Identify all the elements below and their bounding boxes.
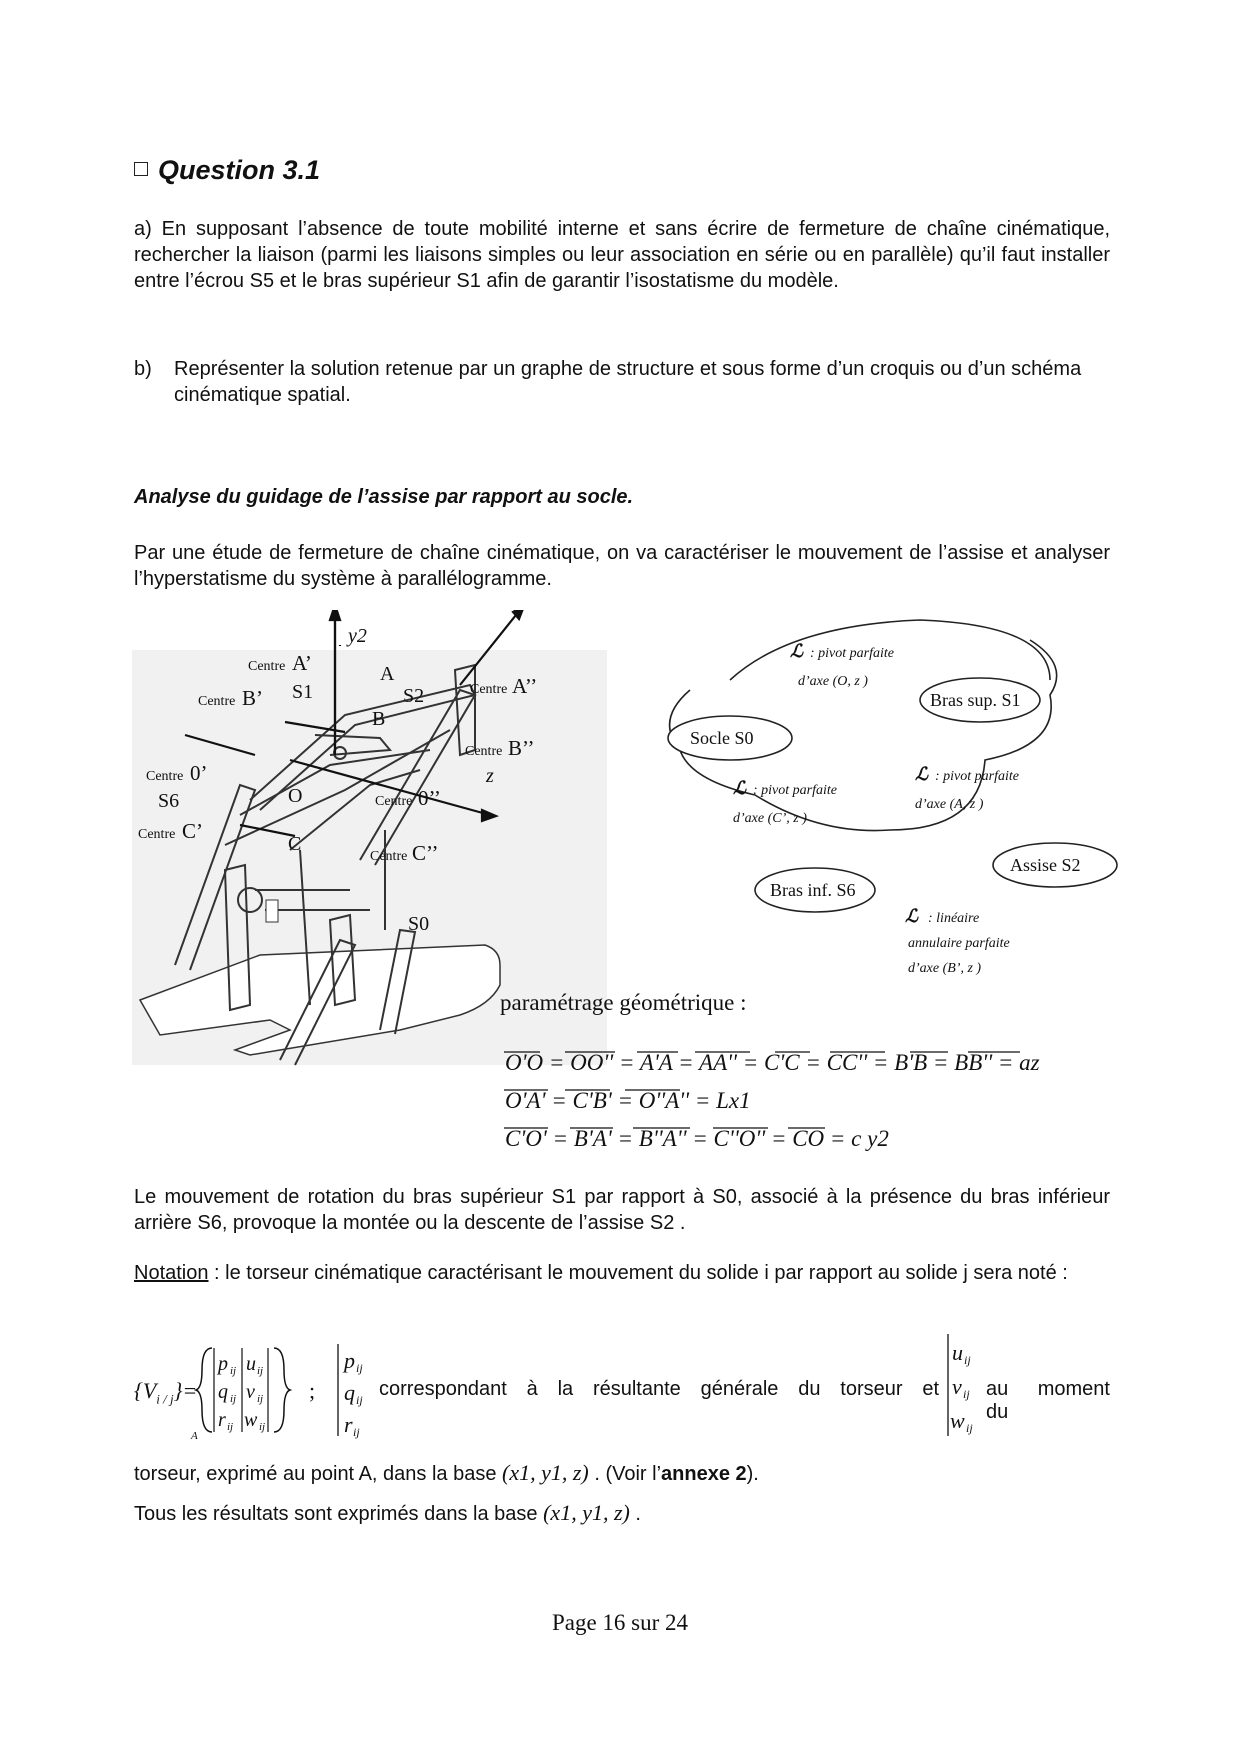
svg-text:0’’: 0’’	[418, 786, 441, 810]
moment-vector	[944, 1330, 984, 1440]
svg-text:Centre: Centre	[248, 659, 286, 674]
notation-paragraph: Notation : le torseur cinématique caractérisant le mouvement du solide i par rapport au solide j sera noté :	[134, 1262, 1068, 1284]
svg-text:r: r	[344, 1412, 353, 1437]
svg-text:Centre: Centre	[138, 827, 176, 842]
question-title: Question 3.1	[134, 155, 320, 186]
svg-text:: pivot parfaite: : pivot parfaite	[935, 769, 1019, 784]
svg-text:p: p	[218, 1353, 228, 1375]
svg-text:u: u	[952, 1340, 963, 1365]
svg-text:d’axe (C’, z ): d’axe (C’, z )	[733, 811, 807, 826]
svg-text:v: v	[246, 1381, 255, 1403]
svg-text:S6: S6	[158, 790, 180, 812]
svg-text:ij: ij	[966, 1421, 973, 1435]
svg-text:ij: ij	[356, 1393, 363, 1407]
svg-text:ij: ij	[353, 1425, 360, 1439]
svg-text:ij: ij	[259, 1421, 266, 1433]
svg-text:q: q	[218, 1381, 228, 1403]
svg-text:C: C	[288, 833, 302, 855]
param-title: paramétrage géométrique :	[500, 990, 747, 1015]
svg-text:B: B	[372, 708, 386, 730]
svg-text:ij: ij	[230, 1365, 237, 1377]
torseur-symbol: $\{V_{i / j}\}=$	[134, 1378, 198, 1407]
torseur-block: $\{V_{i / j}\}=$ A p ij u ij q ij v ij r ij w ij ; p ij q ij r ij correspondant à la résultante générale du torseur et u ij v ij w ij au moment du	[134, 1340, 1110, 1450]
svg-text:q: q	[344, 1380, 355, 1405]
movement-paragraph: Le mouvement de rotation du bras supérieur S1 par rapport à S0, associé à la présence du bras inférieur arrière S6, provoque la montée ou la descente de l’assise S2 .	[134, 1186, 1110, 1234]
svg-text:ℒ: ℒ	[790, 641, 803, 661]
svg-text:Bras sup. S1: Bras sup. S1	[930, 690, 1021, 710]
intro-paragraph: Par une étude de fermeture de chaîne cinématique, on va caractériser le mouvement de l’assise et analyser l’hyperstatisme du système à parallélogramme.	[134, 542, 1110, 590]
svg-text:ij: ij	[230, 1393, 237, 1405]
svg-text:w: w	[950, 1408, 965, 1433]
svg-text:S2: S2	[403, 685, 425, 707]
svg-text:B’’: B’’	[508, 736, 535, 760]
svg-text:u: u	[246, 1353, 256, 1375]
svg-text:ℒ: ℒ	[733, 778, 746, 798]
svg-text:ij: ij	[964, 1353, 971, 1367]
page-number: Page 16 sur 24	[551, 1610, 689, 1635]
y2-label: y2	[348, 625, 367, 647]
svg-text:O: O	[288, 785, 303, 807]
svg-text:Socle S0: Socle S0	[690, 728, 754, 748]
svg-text:ij: ij	[257, 1365, 264, 1377]
section-title: Analyse du guidage de l’assise par rapport au socle.	[134, 486, 634, 508]
svg-text:ij: ij	[356, 1361, 363, 1375]
equation-3: C'O' = B'A' = B''A'' = C''O'' = CO = c y2	[505, 1126, 889, 1151]
question-part-b: b) Représenter la solution retenue par un graphe de structure et sous forme d’un croquis ou d’un schéma cinématique spatial.	[134, 358, 1082, 406]
svg-text:ℒ: ℒ	[915, 764, 928, 784]
question-part-a: a) En supposant l’absence de toute mobilité interne et sans écrire de fermeture de chaîne cinématique, rechercher la liaison (parmi les liaisons simples ou leur association en série ou en parallèle) qu’il faut installer entre l’écrou S5 et le bras supérieur S1 afin de garantir l’isostatisme du modèle.	[134, 218, 1110, 292]
svg-text:p: p	[344, 1348, 355, 1373]
equation-1: O'O = OO'' = A'A = AA'' = C'C = CC'' = B'B = BB'' = az	[505, 1050, 1040, 1075]
svg-text:annulaire parfaite: annulaire parfaite	[908, 936, 1010, 951]
svg-text:ij: ij	[227, 1421, 234, 1433]
svg-text:C’’: C’’	[412, 841, 439, 865]
svg-text:Bras inf. S6: Bras inf. S6	[770, 880, 856, 900]
small-post	[266, 900, 278, 922]
svg-text:A: A	[380, 663, 395, 685]
svg-text:Centre: Centre	[370, 849, 408, 864]
svg-text:: pivot parfaite: : pivot parfaite	[753, 783, 837, 798]
svg-text:Assise S2: Assise S2	[1010, 855, 1081, 875]
svg-text:: linéaire: : linéaire	[928, 911, 980, 926]
svg-text:v: v	[952, 1374, 962, 1399]
svg-text:Centre: Centre	[470, 682, 508, 697]
svg-text:ij: ij	[257, 1393, 264, 1405]
svg-text:A’: A’	[292, 651, 312, 675]
torseur-base-line: torseur, exprimé au point A, dans la base (x1, y1, z) . (Voir l’annexe 2).	[134, 1460, 759, 1485]
torseur-matrix	[194, 1340, 294, 1440]
svg-text:0’: 0’	[190, 761, 208, 785]
all-results-line: Tous les résultats sont exprimés dans la base (x1, y1, z) .	[134, 1500, 641, 1525]
svg-text:S1: S1	[292, 681, 314, 703]
checkbox-marker	[134, 162, 148, 176]
svg-text:w: w	[244, 1409, 258, 1431]
vector-arrows	[500, 1040, 1100, 1160]
svg-text:B’: B’	[242, 686, 263, 710]
svg-text:C’: C’	[182, 819, 203, 843]
svg-text:ℒ: ℒ	[905, 906, 918, 926]
svg-text:d’axe (O, z ): d’axe (O, z )	[798, 674, 868, 689]
structure-graph	[640, 610, 1140, 1010]
svg-text:: pivot parfaite: : pivot parfaite	[810, 646, 894, 661]
svg-text:Centre: Centre	[146, 769, 184, 784]
svg-text:S0: S0	[408, 913, 430, 935]
svg-text:d’axe (B’, z ): d’axe (B’, z )	[908, 961, 982, 976]
equation-2: O'A' = C'B' = O''A'' = Lx1	[505, 1088, 751, 1113]
z-label: z	[486, 765, 494, 787]
svg-text:Centre: Centre	[198, 694, 236, 709]
resultant-vector	[334, 1340, 384, 1440]
svg-text:A’’: A’’	[512, 674, 538, 698]
svg-text:Centre: Centre	[375, 794, 413, 809]
svg-text:r: r	[218, 1409, 226, 1431]
svg-text:d’axe (A, z ): d’axe (A, z )	[915, 797, 984, 812]
svg-text:ij: ij	[963, 1387, 970, 1401]
svg-text:Centre: Centre	[465, 744, 503, 759]
